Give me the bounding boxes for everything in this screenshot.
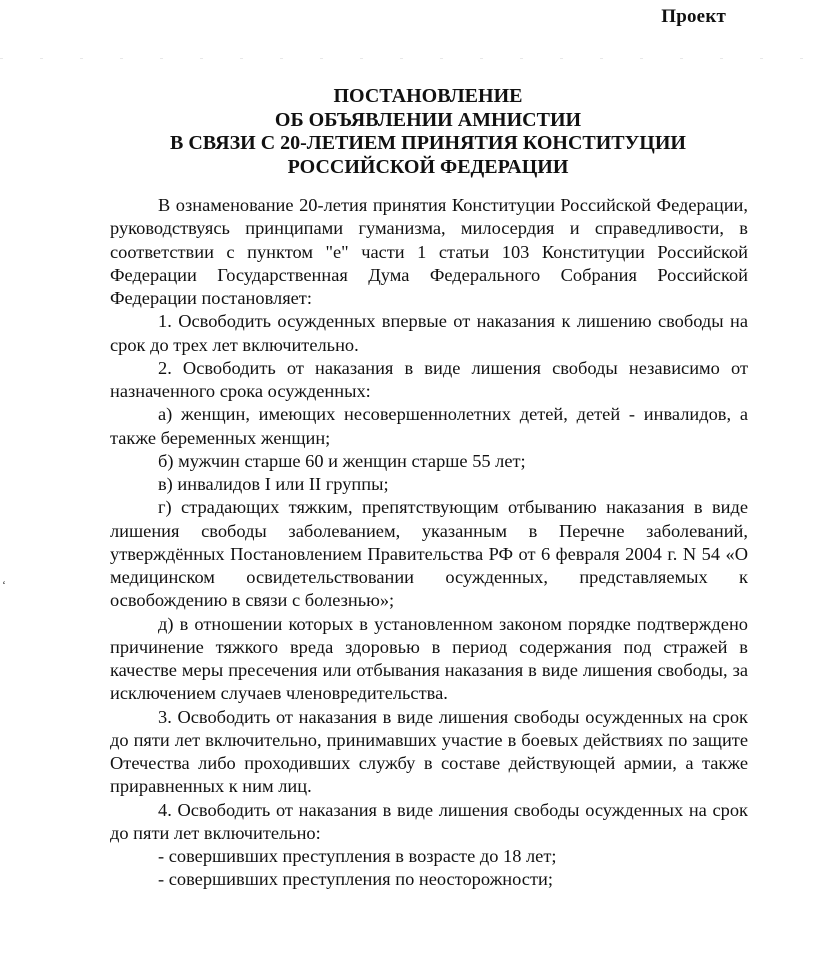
clause-2a: а) женщин, имеющих несовершеннолетних детей, детей - инвалидов, а также беременных женщин;: [110, 404, 748, 448]
clause-2v: в) инвалидов I или II группы;: [158, 474, 389, 494]
clause-4: 4. Освободить от наказания в виде лишения свободы осужденных на срок до пяти лет включительно:: [110, 799, 748, 843]
scan-artifact-mark: ʻ: [2, 578, 6, 592]
clause-2d: д) в отношении которых в установленном законом порядке подтверждено причинение тяжкого вреда здоровью в период содержания под стражей в качестве меры пресечения или отбывания наказания в виде лишения свободы, за исключением случаев членовредительства.: [110, 613, 748, 704]
clause-2b: б) мужчин старше 60 и женщин старше 55 лет;: [158, 450, 526, 471]
preamble-paragraph: В ознаменование 20-летия принятия Конституции Российской Федерации, руководствуясь принципами гуманизма, милосердия и справедливости, в соответствии с пунктом "е" части 1 статьи 103 Конституции Российской Федерации Государственная Дума Федерального Собрания Российской Федерации постановляет:: [110, 195, 748, 308]
title-line-3: В СВЯЗИ С 20-ЛЕТИЕМ ПРИНЯТИЯ КОНСТИТУЦИИ: [170, 132, 686, 154]
title-line-1: ПОСТАНОВЛЕНИЕ: [333, 85, 523, 107]
clause-1: 1. Освободить осужденных впервые от наказания к лишению свободы на срок до трех лет включительно.: [110, 311, 748, 355]
clause-3: 3. Освободить от наказания в виде лишения свободы осужденных на срок до пяти лет включительно, принимавших участие в боевых действиях по защите Отечества либо проходивших службу в составе действующей армии, а также приравненных к ним лиц.: [110, 706, 748, 797]
title-line-4: РОССИЙСКОЙ ФЕДЕРАЦИИ: [287, 155, 569, 178]
clause-2g: г) страдающих тяжким, препятствующим отбыванию наказания в виде лишения свободы заболеванием, указанным в Перечне заболеваний, утверждённых Постановлением Правительства РФ от 6 февраля 2004 г. N 54 «О медицинском освидетельствовании осужденных, представляемых к освобождению в связи с болезнью»;: [110, 497, 748, 611]
clause-4-dash-1: - совершивших преступления в возрасте до 18 лет;: [158, 846, 557, 866]
document-title: [0, 85, 836, 179]
title-line-2: ОБ ОБЪЯВЛЕНИИ АМНИСТИИ: [274, 108, 582, 131]
clause-2: 2. Освободить от наказания в виде лишения свободы независимо от назначенного срока осужденных:: [110, 357, 748, 401]
clause-4-dash-2: - совершивших преступления по неосторожности;: [158, 869, 553, 890]
scan-artifact-line: [0, 58, 836, 59]
draft-stamp: Проект: [661, 6, 726, 27]
document-body: [110, 194, 748, 892]
